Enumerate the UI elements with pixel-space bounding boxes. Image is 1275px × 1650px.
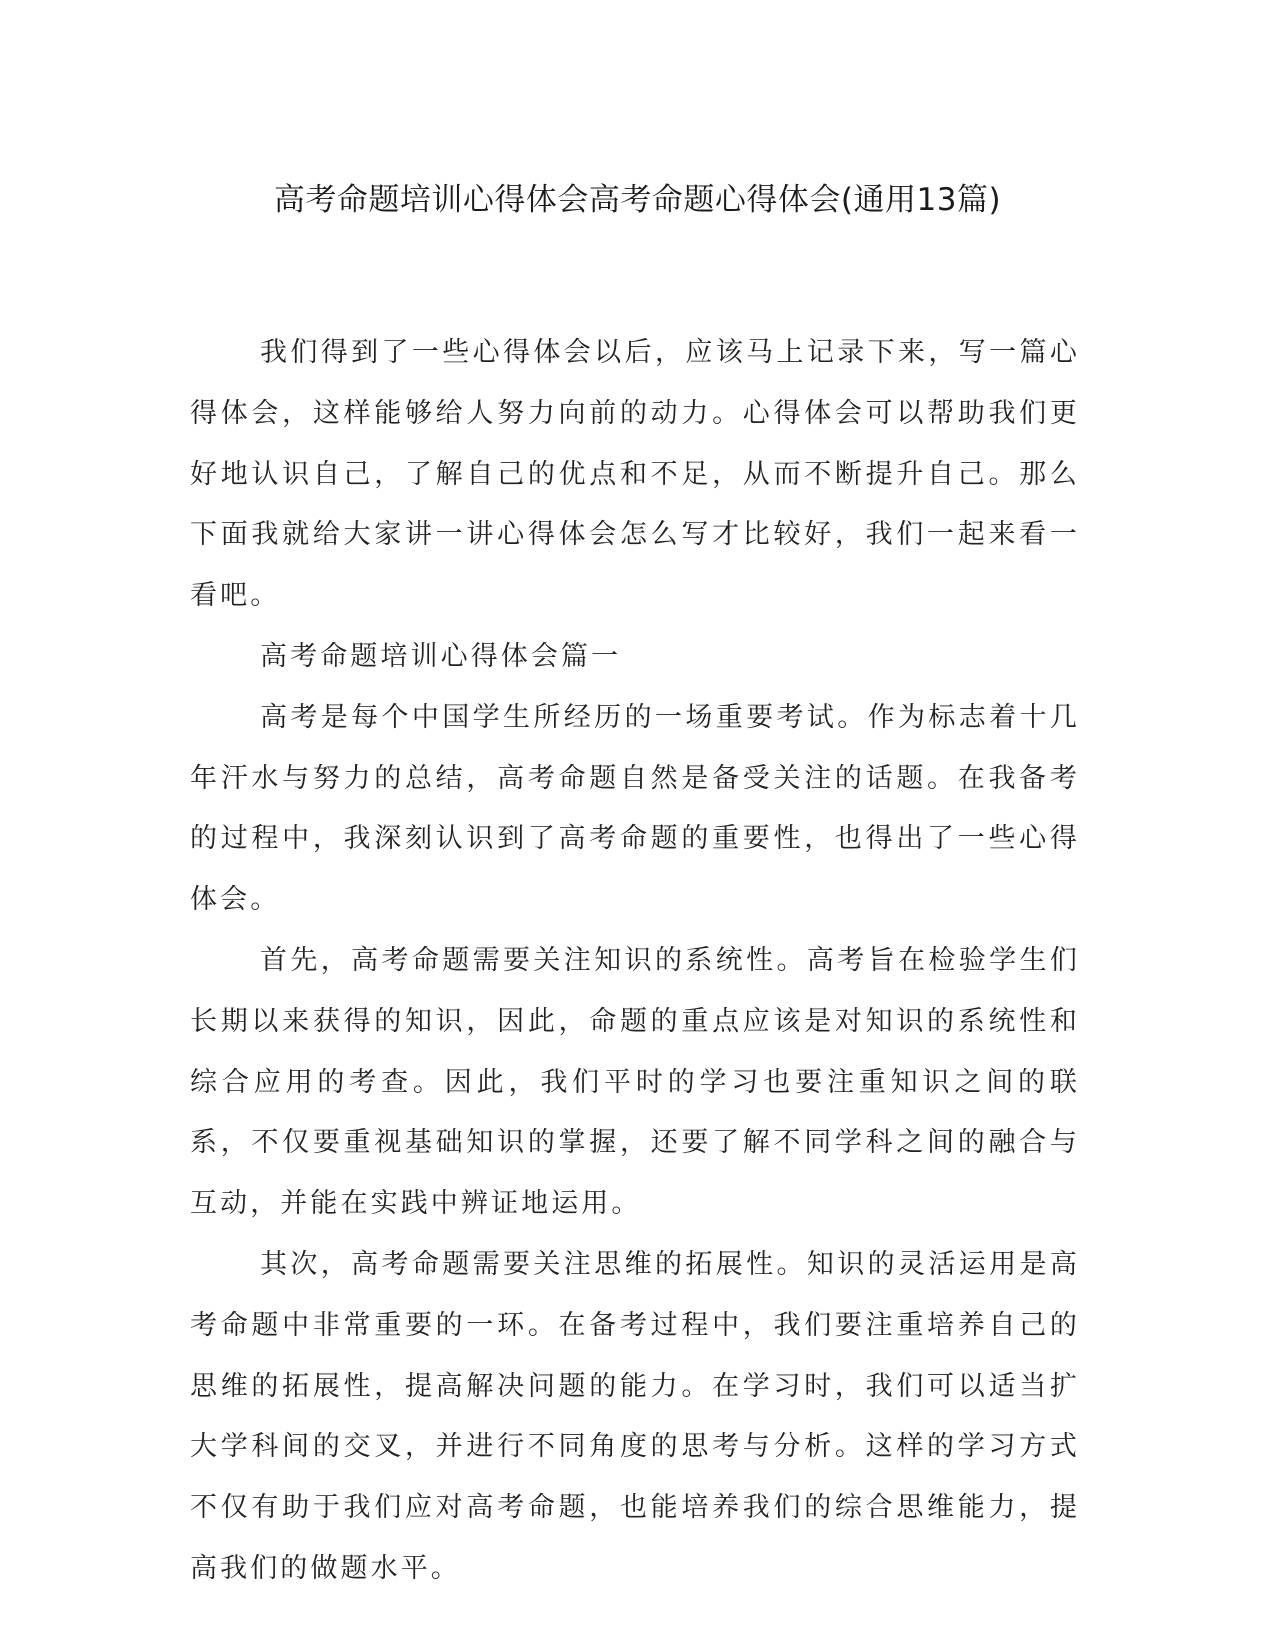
body-paragraph: 首先，高考命题需要关注知识的系统性。高考旨在检验学生们长期以来获得的知识，因此，命题的重点应该是对知识的系统性和综合应用的考查。因此，我们平时的学习也要注重知识之间的联系，不仅要重视基础知识的掌握，还要了解不同学科之间的融合与互动，并能在实践中辨证地运用。 <box>190 944 1080 1220</box>
document-title: 高考命题培训心得体会高考命题心得体会(通用13篇) <box>273 182 1002 218</box>
document-body <box>190 323 1080 1600</box>
section-heading: 高考命题培训心得体会篇一 <box>260 640 622 672</box>
intro-paragraph: 我们得到了一些心得体会以后，应该马上记录下来，写一篇心得体会，这样能够给人努力向前的动力。心得体会可以帮助我们更好地认识自己，了解自己的优点和不足，从而不断提升自己。那么下面我就给大家讲一讲心得体会怎么写才比较好，我们一起来看一看吧。 <box>190 337 1080 612</box>
body-paragraph: 高考是每个中国学生所经历的一场重要考试。作为标志着十几年汗水与努力的总结，高考命题自然是备受关注的话题。在我备考的过程中，我深刻认识到了高考命题的重要性，也得出了一些心得体会。 <box>190 701 1080 916</box>
body-paragraph: 其次，高考命题需要关注思维的拓展性。知识的灵活运用是高考命题中非常重要的一环。在备考过程中，我们要注重培养自己的思维的拓展性，提高解决问题的能力。在学习时，我们可以适当扩大学科间的交叉，并进行不同角度的思考与分析。这样的学习方式不仅有助于我们应对高考命题，也能培养我们的综合思维能力，提高我们的做题水平。 <box>190 1248 1080 1584</box>
